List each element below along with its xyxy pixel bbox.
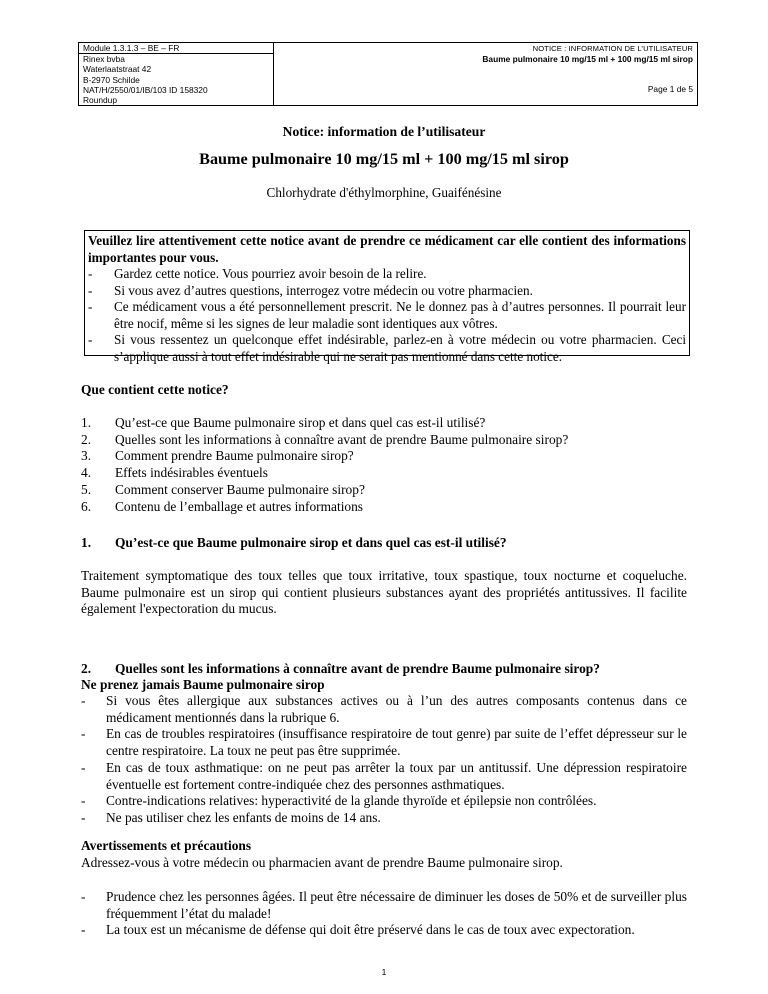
header-module: Module 1.3.1.3 – BE – FR: [79, 43, 274, 54]
section-1-heading: [81, 535, 687, 552]
dash-marker: -: [81, 889, 86, 904]
section-1-body: Traitement symptomatique des toux telles que toux irritative, toux spastique, toux nocturne et coqueluche. Baume pulmonaire est un sirop qui contient plusieurs substances ayant des propriétés antitussives. Il facilite également l'expectoration du mucus.: [81, 568, 687, 617]
header-reference: NAT/H/2550/01/IB/103 ID 158320: [83, 84, 208, 95]
toc-item-number: 5.: [81, 481, 92, 497]
toc-item-number: 1.: [81, 415, 92, 430]
document-header: [78, 42, 698, 106]
warning-item: [88, 283, 686, 300]
toc-item-number: 3.: [81, 448, 92, 464]
warnings-list: [81, 889, 687, 939]
dash-marker: -: [81, 726, 86, 742]
toc-item-text: Comment conserver Baume pulmonaire sirop?: [115, 481, 365, 497]
toc-heading: Que contient cette notice?: [81, 382, 229, 397]
list-item: [81, 693, 687, 726]
header-page: Page 1 de 5: [647, 84, 693, 95]
toc-list: [81, 415, 687, 515]
page-number: 1: [381, 967, 387, 977]
warning-lead: Veuillez lire attentivement cette notice avant de prendre ce médicament car elle contient des informations importantes pour vous.: [88, 233, 686, 265]
section-heading-text: Qu’est-ce que Baume pulmonaire sirop et dans quel cas est-il utilisé?: [115, 535, 507, 550]
section-number: 2.: [81, 660, 92, 676]
warnings-heading: Avertissements et précautions: [81, 838, 252, 853]
warning-item: [88, 299, 686, 332]
list-item-text: Ne pas utiliser chez les enfants de moins de 14 ans.: [106, 809, 381, 825]
toc-item-text: Quelles sont les informations à connaître avant de prendre Baume pulmonaire sirop?: [115, 431, 569, 447]
warning-item: [88, 266, 686, 283]
section-2-heading: [81, 661, 687, 678]
toc-item: [81, 482, 687, 499]
dash-marker: -: [81, 693, 86, 708]
list-item-text: En cas de troubles respiratoires (insuffisance respiratoire de tout genre) par suite de l’effet dépresseur sur le centre respiratoire. La toux ne peut pas être supprimée.: [106, 726, 687, 759]
toc-item: [81, 415, 687, 432]
header-city: B-2970 Schilde: [83, 74, 140, 85]
document-title: Notice: information de l’utilisateur: [282, 124, 486, 139]
header-roundup: Roundup: [83, 95, 117, 106]
toc-item-text: Contenu de l’emballage et autres informations: [115, 498, 364, 514]
warnings-intro: Adressez-vous à votre médecin ou pharmacien avant de prendre Baume pulmonaire sirop.: [81, 855, 563, 870]
list-item-text: En cas de toux asthmatique: on ne peut pas arrêter la toux par un antitussif. Une dépression respiratoire éventuelle est fortement contre-indiquée chez des personnes asthmatiques.: [106, 759, 687, 792]
list-item-text: Contre-indications relatives: hyperactivité de la glande thyroïde et épilepsie non contrôlées.: [106, 793, 597, 809]
dash-marker: -: [81, 759, 86, 775]
active-substances: Chlorhydrate d'éthylmorphine, Guaifénésine: [266, 185, 502, 200]
section-number: 1.: [81, 535, 92, 550]
toc-item-number: 4.: [81, 465, 92, 481]
list-item-text: La toux est un mécanisme de défense qui doit être préservé dans le cas de toux avec expectoration.: [106, 922, 635, 938]
contraindications-heading: Ne prenez jamais Baume pulmonaire sirop: [81, 677, 325, 692]
list-item: [81, 810, 687, 827]
contraindications-list: [81, 693, 687, 827]
dash-marker: -: [81, 809, 86, 825]
header-product: Baume pulmonaire 10 mg/15 ml + 100 mg/15 ml sirop: [482, 54, 693, 65]
toc-item-number: 6.: [81, 498, 92, 514]
toc-item: [81, 432, 687, 449]
section-heading-text: Quelles sont les informations à connaître avant de prendre Baume pulmonaire sirop?: [115, 660, 600, 676]
warning-item: [88, 332, 686, 365]
toc-item-text: Comment prendre Baume pulmonaire sirop?: [115, 448, 354, 464]
toc-item-number: 2.: [81, 431, 92, 447]
dash-marker: -: [88, 266, 93, 281]
dash-marker: -: [88, 299, 93, 314]
header-notice-label: NOTICE : INFORMATION DE L’UTILISATEUR: [532, 44, 693, 53]
dash-marker: -: [81, 922, 86, 938]
toc-item: [81, 448, 687, 465]
header-company-block: [79, 54, 274, 106]
header-street: Waterlaatstraat 42: [83, 64, 152, 75]
toc-item-text: Effets indésirables éventuels: [115, 465, 268, 481]
list-item: [81, 922, 687, 939]
list-item-text: Si vous êtes allergique aux substances actives ou à l’un des autres composants contenus dans ce médicament mentionnés dans la rubrique 6.: [106, 693, 687, 725]
product-name: Baume pulmonaire 10 mg/15 ml + 100 mg/15 ml sirop: [199, 150, 569, 168]
dash-marker: -: [88, 282, 93, 298]
toc-item: [81, 465, 687, 482]
list-item: [81, 889, 687, 922]
warning-item-text: Ce médicament vous a été personnellement prescrit. Ne le donnez pas à d’autres personnes. Il pourrait leur être nocif, même si les signes de leur maladie sont identiques aux vôtres.: [114, 299, 686, 331]
header-right: [274, 43, 698, 106]
warning-box: [84, 230, 690, 364]
list-item: [81, 793, 687, 810]
warning-item-text: Si vous ressentez un quelconque effet indésirable, parlez-en à votre médecin ou votre pharmacien. Ceci s’applique aussi à tout effet indésirable qui ne serait pas mentionné dans cette notice.: [114, 332, 686, 364]
list-item: [81, 726, 687, 759]
list-item-text: Prudence chez les personnes âgées. Il peut être nécessaire de diminuer les doses de 50% et de surveiller plus fréquemment l’état du malade!: [106, 889, 687, 921]
warning-item-text: Gardez cette notice. Vous pourriez avoir besoin de la relire.: [114, 266, 427, 281]
warning-item-text: Si vous avez d’autres questions, interrogez votre médecin ou votre pharmacien.: [114, 282, 533, 298]
list-item: [81, 760, 687, 793]
dash-marker: -: [81, 793, 86, 809]
header-company: Rinex bvba: [83, 54, 125, 65]
toc-item-text: Qu’est-ce que Baume pulmonaire sirop et dans quel cas est-il utilisé?: [115, 415, 486, 430]
dash-marker: -: [88, 332, 93, 347]
toc-item: [81, 499, 687, 516]
